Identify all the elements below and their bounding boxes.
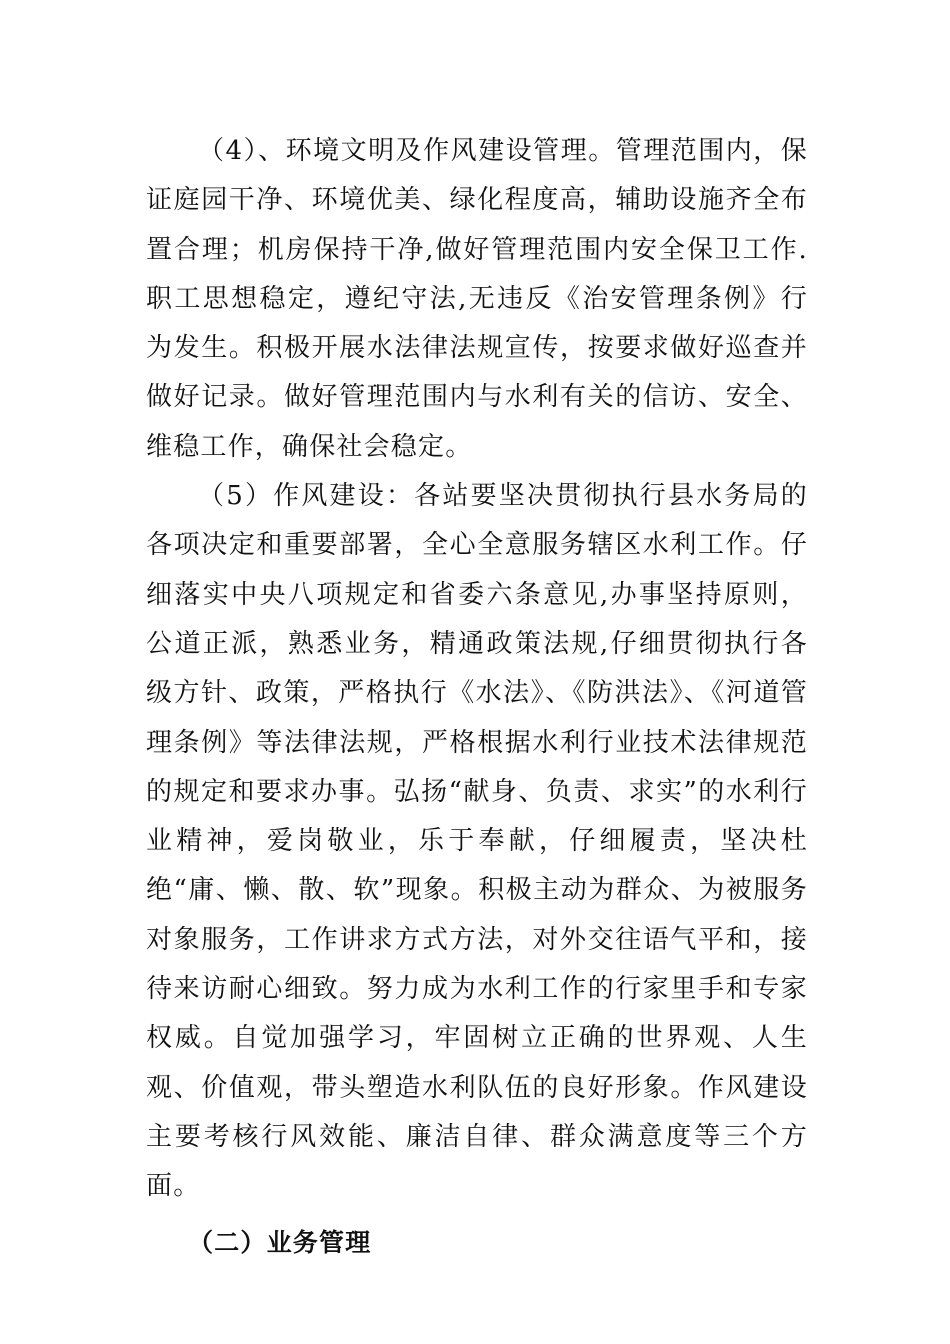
paragraph-environment-management: （4）、环境文明及作风建设管理。管理范围内，保证庭园干净、环境优美、绿化程度高，辅助设施齐全布置合理；机房保持干净,做好管理范围内安全保卫工作.职工思想稳定，遵纪守法,无违反《治安管理条例》行为发生。积极开展水法律法规宣传，按要求做好巡查并做好记录。做好管理范围内与水利有关的信访、安全、维稳工作，确保社会稳定。 xyxy=(146,136,808,462)
document-body xyxy=(146,127,808,1267)
paragraph-work-style-building: （5）作风建设：各站要坚决贯彻执行县水务局的各项决定和重要部署，全心全意服务辖区水利工作。仔细落实中央八项规定和省委六条意见,办事坚持原则，公道正派，熟悉业务，精通政策法规,仔细贯彻执行各级方针、政策，严格执行《水法》、《防洪法》、《河道管理条例》等法律法规，严格根据水利行业技术法律规范的规定和要求办事。弘扬“献身、负责、求实”的水利行业精神，爱岗敬业，乐于奉献，仔细履责，坚决杜绝“庸、懒、散、软”现象。积极主动为群众、为被服务对象服务，工作讲求方式方法，对外交往语气平和，接待来访耐心细致。努力成为水利工作的行家里手和专家权威。自觉加强学习，牢固树立正确的世界观、人生观、价值观，带头塑造水利队伍的良好形象。作风建设主要考核行风效能、廉洁自律、群众满意度等三个方面。 xyxy=(146,481,808,1202)
section-heading: （二）业务管理 xyxy=(188,1227,372,1257)
